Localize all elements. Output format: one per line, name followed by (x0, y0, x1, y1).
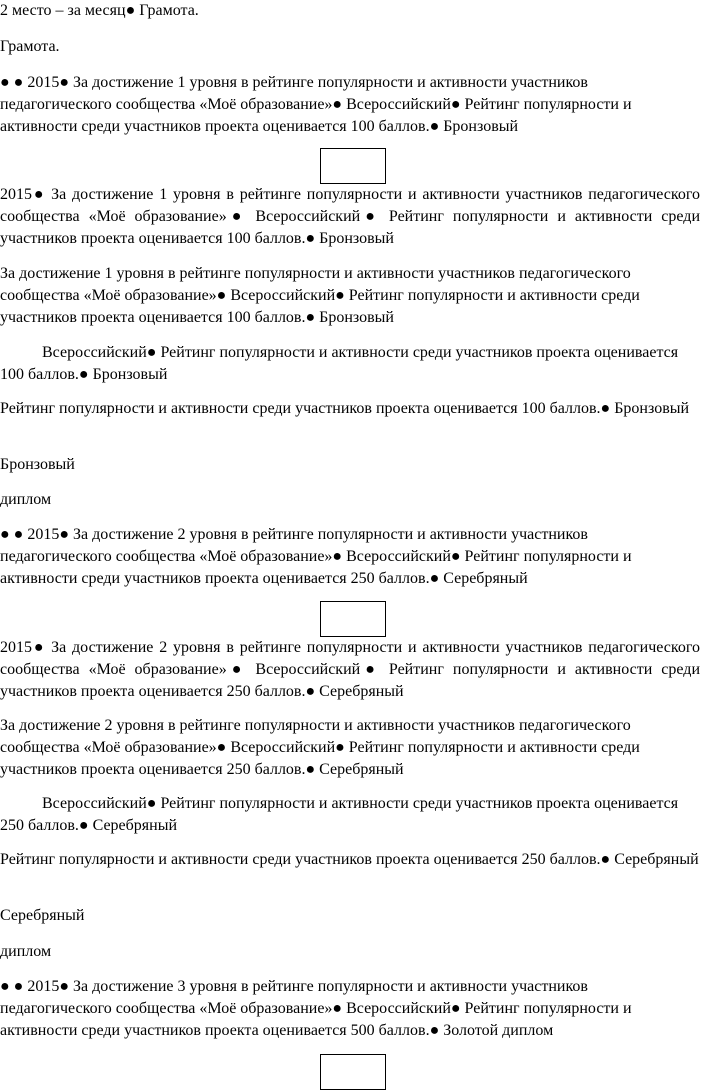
empty-frame (320, 148, 386, 184)
text-paragraph: Всероссийский● Рейтинг популярности и активности среди участников проекта оценивается 100 баллов.● Бронзовый (0, 344, 679, 383)
text-paragraph: 2015● За достижение 2 уровня в рейтинге популярности и активности участников педагогического сообщества «Моё образование»● Всероссийский● Рейтинг популярности и активности среди участников проекта оценивается 250 баллов.● Серебряный (0, 639, 700, 700)
text-paragraph: Всероссийский● Рейтинг популярности и активности среди участников проекта оценивается 250 баллов.● Серебряный (0, 795, 679, 834)
text-line: Грамота. (0, 38, 60, 55)
text-paragraph: За достижение 1 уровня в рейтинге популярности и активности участников педагогического сообщества «Моё образование»● Всероссийский● Рейтинг популярности и активности среди участников проекта оценивается 100 баллов.● Бронзовый (0, 265, 640, 326)
text-paragraph: 2015● За достижение 1 уровня в рейтинге популярности и активности участников педагогического сообщества «Моё образование»● Всероссийский● Рейтинг популярности и активности среди участников проекта оценивается 100 баллов.● Бронзовый (0, 186, 700, 247)
text-paragraph: Рейтинг популярности и активности среди участников проекта оценивается 250 баллов.● Серебряный (0, 851, 699, 868)
text-paragraph: ● ● 2015● За достижение 2 уровня в рейтинге популярности и активности участников педагогического сообщества «Моё образование»● Всероссийский● Рейтинг популярности и активности среди участников проекта оценивается 250 баллов.● Серебряный (0, 526, 632, 587)
text-line: диплом (0, 943, 52, 960)
text-line: Бронзовый (0, 456, 75, 473)
text-line: Серебряный (0, 907, 85, 924)
text-paragraph: ● ● 2015● За достижение 1 уровня в рейтинге популярности и активности участников педагогического сообщества «Моё образование»● Всероссийский● Рейтинг популярности и активности среди участников проекта оценивается 100 баллов.● Бронзовый (0, 74, 632, 135)
text-line: 2 место – за месяц● Грамота. (0, 2, 199, 19)
text-paragraph: Рейтинг популярности и активности среди участников проекта оценивается 100 баллов.● Бронзовый (0, 400, 690, 417)
text-line: диплом (0, 491, 52, 508)
text-paragraph: За достижение 2 уровня в рейтинге популярности и активности участников педагогического сообщества «Моё образование»● Всероссийский● Рейтинг популярности и активности среди участников проекта оценивается 250 баллов.● Серебряный (0, 717, 640, 778)
empty-frame (320, 1054, 386, 1090)
empty-frame (320, 601, 386, 637)
text-paragraph: ● ● 2015● За достижение 3 уровня в рейтинге популярности и активности участников педагогического сообщества «Моё образование»● Всероссийский● Рейтинг популярности и активности среди участников проекта оценивается 500 баллов.● Золотой диплом (0, 978, 632, 1039)
